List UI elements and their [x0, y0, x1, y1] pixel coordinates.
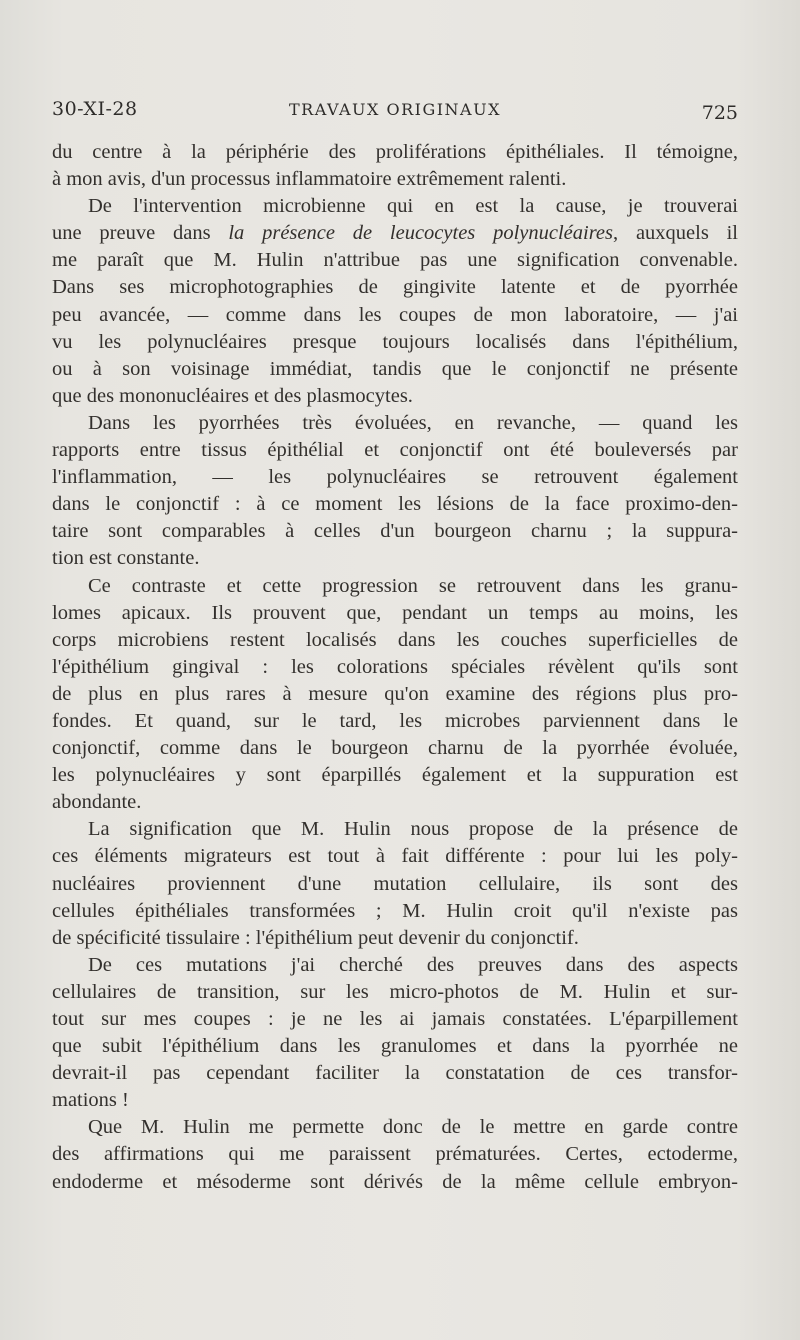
- text-line: dans le conjonctif : à ce moment les lésions de la face proximo-den-: [52, 493, 738, 516]
- text-line: conjonctif, comme dans le bourgeon charnu de la pyorrhée évoluée,: [52, 737, 738, 760]
- text-line: endoderme et mésoderme sont dérivés de la même cellule embryon-: [52, 1170, 738, 1193]
- text-line: cellules épithéliales transformées ; M. Hulin croit qu'il n'existe pas: [52, 899, 738, 922]
- text-line: De ces mutations j'ai cherché des preuves dans des aspects: [88, 953, 738, 976]
- text-line: taire sont comparables à celles d'un bourgeon charnu ; la suppura-: [52, 520, 738, 543]
- text-line: devrait-il pas cependant faciliter la constatation de ces transfor-: [52, 1062, 738, 1085]
- text-line: Dans les pyorrhées très évoluées, en revanche, — quand les: [88, 411, 738, 434]
- text-line: lomes apicaux. Ils prouvent que, pendant un temps au moins, les: [52, 601, 738, 624]
- running-header: [52, 96, 738, 126]
- text-line: de plus en plus rares à mesure qu'on examine des régions plus pro-: [52, 682, 738, 705]
- text-line: que des mononucléaires et des plasmocytes.: [52, 384, 413, 407]
- text-line: l'épithélium gingival : les colorations spéciales révèlent qu'ils sont: [52, 655, 738, 678]
- text-line: de spécificité tissulaire : l'épithélium peut devenir du conjonctif.: [52, 926, 579, 949]
- text-line: des affirmations qui me paraissent prématurées. Certes, ectoderme,: [52, 1143, 738, 1166]
- text-line: De l'intervention microbienne qui en est la cause, je trouverai: [88, 195, 738, 218]
- paragraph: [52, 573, 738, 817]
- text-line: les polynucléaires y sont éparpillés également et la suppuration est: [52, 764, 738, 787]
- paragraph: [52, 139, 738, 193]
- text-line: La signification que M. Hulin nous propose de la présence de: [88, 818, 738, 841]
- text-line: à mon avis, d'un processus inflammatoire extrêmement ralenti.: [52, 168, 567, 191]
- text-line: cellulaires de transition, sur les micro-photos de M. Hulin et sur-: [52, 980, 738, 1003]
- paragraph: [52, 193, 738, 410]
- text-line: tion est constante.: [52, 547, 200, 570]
- text-line: rapports entre tissus épithélial et conjonctif ont été bouleversés par: [52, 439, 738, 462]
- text-line: Dans ses microphotographies de gingivite latente et de pyorrhée: [52, 276, 738, 299]
- paragraph: [52, 1114, 738, 1195]
- text-line: peu avancée, — comme dans les coupes de mon laboratoire, — j'ai: [52, 303, 738, 326]
- text-line: me paraît que M. Hulin n'attribue pas une signification convenable.: [52, 249, 738, 272]
- text-line: Ce contraste et cette progression se retrouvent dans les granu-: [88, 574, 738, 597]
- text-line: ces éléments migrateurs est tout à fait différente : pour lui les poly-: [52, 845, 738, 868]
- body-text: [52, 139, 738, 1196]
- paragraph: [52, 952, 738, 1115]
- text-line: du centre à la périphérie des proliférations épithéliales. Il témoigne,: [52, 141, 738, 163]
- header-date: 30-XI-28: [52, 98, 138, 120]
- text-line: l'inflammation, — les polynucléaires se retrouvent également: [52, 466, 738, 489]
- text-line: vu les polynucléaires presque toujours localisés dans l'épithélium,: [52, 330, 738, 353]
- text-line: tout sur mes coupes : je ne les ai jamais constatées. L'éparpillement: [52, 1008, 738, 1030]
- text-line: une preuve dans la présence de leucocytes polynucléaires, auxquels il: [52, 222, 739, 245]
- text-line: ou à son voisinage immédiat, tandis que le conjonctif ne présente: [52, 357, 738, 380]
- running-title: TRAVAUX ORIGINAUX: [289, 100, 501, 119]
- text-line: Que M. Hulin me permette donc de le mettre en garde contre: [88, 1116, 738, 1139]
- page-number: 725: [701, 102, 738, 124]
- italic-phrase: la présence de leucocytes polynucléaires: [228, 222, 614, 245]
- text-line: corps microbiens restent localisés dans les couches superficielles de: [52, 628, 738, 651]
- text-line: nucléaires proviennent d'une mutation cellulaire, ils sont des: [52, 872, 738, 895]
- paragraph: [52, 816, 738, 951]
- text-line: mations !: [52, 1089, 129, 1112]
- paragraph: [52, 410, 738, 573]
- text-line: que subit l'épithélium dans les granulomes et dans la pyorrhée ne: [52, 1035, 738, 1058]
- text-line: fondes. Et quand, sur le tard, les microbes parviennent dans le: [52, 709, 738, 732]
- text-line: abondante.: [52, 791, 142, 814]
